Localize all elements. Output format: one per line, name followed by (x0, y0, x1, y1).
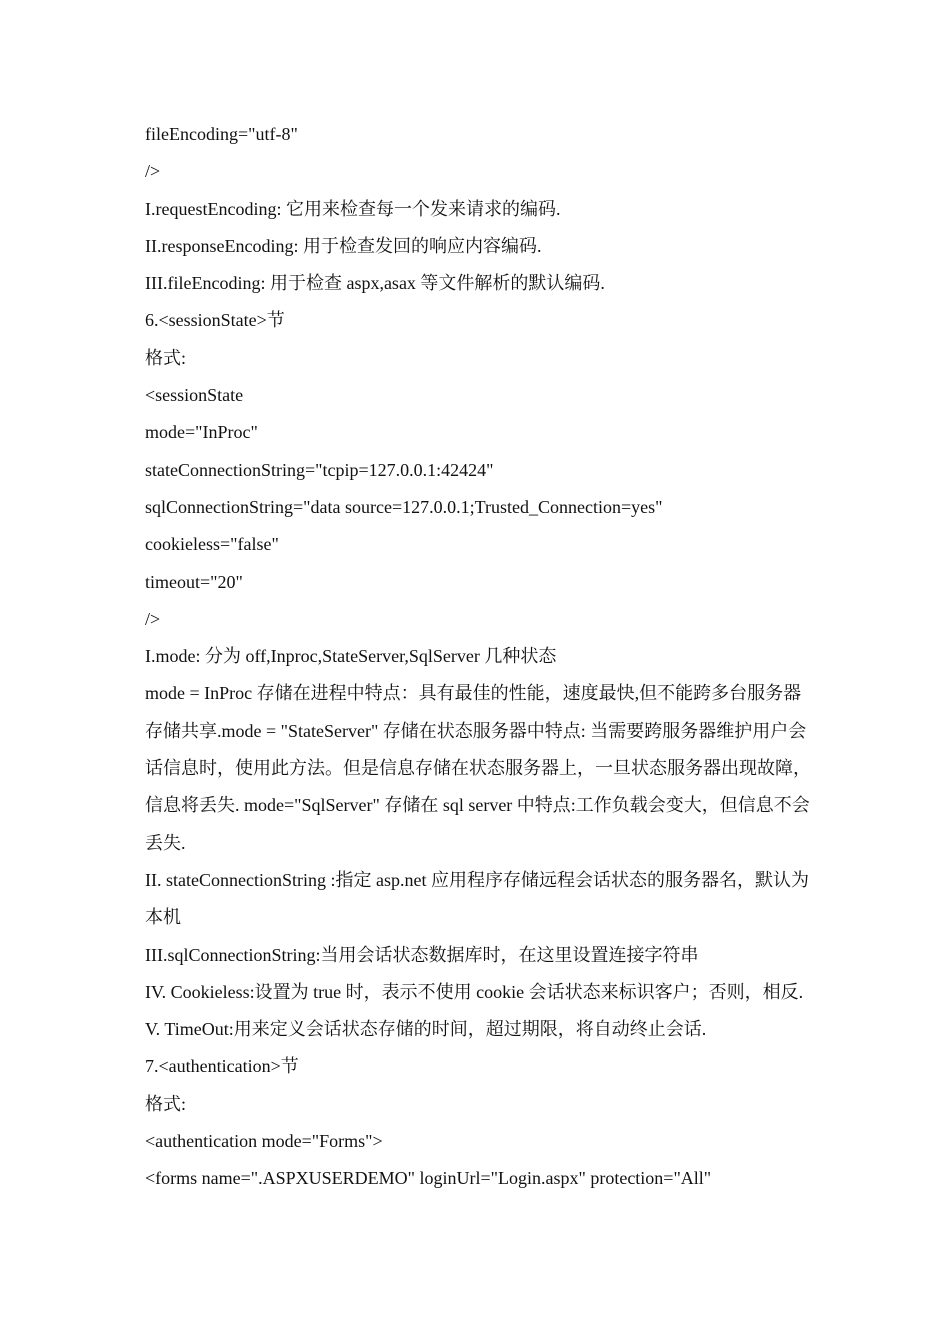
text-line: V. TimeOut:用来定义会话状态存储的时间，超过期限，将自动终止会话. (145, 1019, 707, 1040)
code-line: cookieless="false" (145, 534, 279, 555)
section-heading: 7.<authentication>节 (145, 1056, 299, 1077)
code-line: <forms name=".ASPXUSERDEMO" loginUrl="Login.aspx" protection="All" (145, 1168, 712, 1189)
text-line: 格式: (145, 1093, 187, 1114)
code-line: timeout="20" (145, 571, 243, 592)
code-line: <authentication mode="Forms"> (145, 1131, 383, 1152)
mode-paragraph: mode = InProc 存储在进程中特点：具有最佳的性能，速度最快,但不能跨多台服务器存储共享.mode = "StateServer" 存储在状态服务器中特点: 当需要跨服务器维护用户会话信息时，使用此方法。但是信息存储在状态服务器上，一旦状态服务器出现故障，信息将丢失. mode="SqlServer" 存储在 sql server 中特点:工作负载会变大，但信息不会丢失. (145, 683, 811, 853)
text-line: II.responseEncoding: 用于检查发回的响应内容编码. (145, 235, 542, 256)
text-line: I.requestEncoding: 它用来检查每一个发来请求的编码. (145, 198, 561, 219)
code-line: stateConnectionString="tcpip=127.0.0.1:42424" (145, 459, 494, 480)
text-line: III.fileEncoding: 用于检查 aspx,asax 等文件解析的默认编码. (145, 273, 605, 294)
document-body (145, 116, 813, 1198)
code-line: sqlConnectionString="data source=127.0.0.1;Trusted_Connection=yes" (145, 496, 663, 517)
code-line: mode="InProc" (145, 422, 258, 443)
text-line: 格式: (145, 347, 187, 368)
text-line: fileEncoding="utf-8" (145, 124, 298, 144)
code-line: /> (145, 608, 161, 629)
state-connection-paragraph: II. stateConnectionString :指定 asp.net 应用程序存储远程会话状态的服务器名，默认为本机 (145, 869, 809, 928)
text-line: /> (145, 161, 161, 182)
sql-connection-line: III.sqlConnectionString:当用会话状态数据库时，在这里设置连接字符串 (145, 944, 699, 965)
cookieless-paragraph: IV. Cookieless:设置为 true 时，表示不使用 cookie 会话状态来标识客户；否则，相反. (145, 981, 804, 1002)
text-line: I.mode: 分为 off,Inproc,StateServer,SqlServer 几种状态 (145, 646, 557, 667)
code-line: <sessionState (145, 385, 244, 406)
section-heading: 6.<sessionState>节 (145, 310, 285, 331)
